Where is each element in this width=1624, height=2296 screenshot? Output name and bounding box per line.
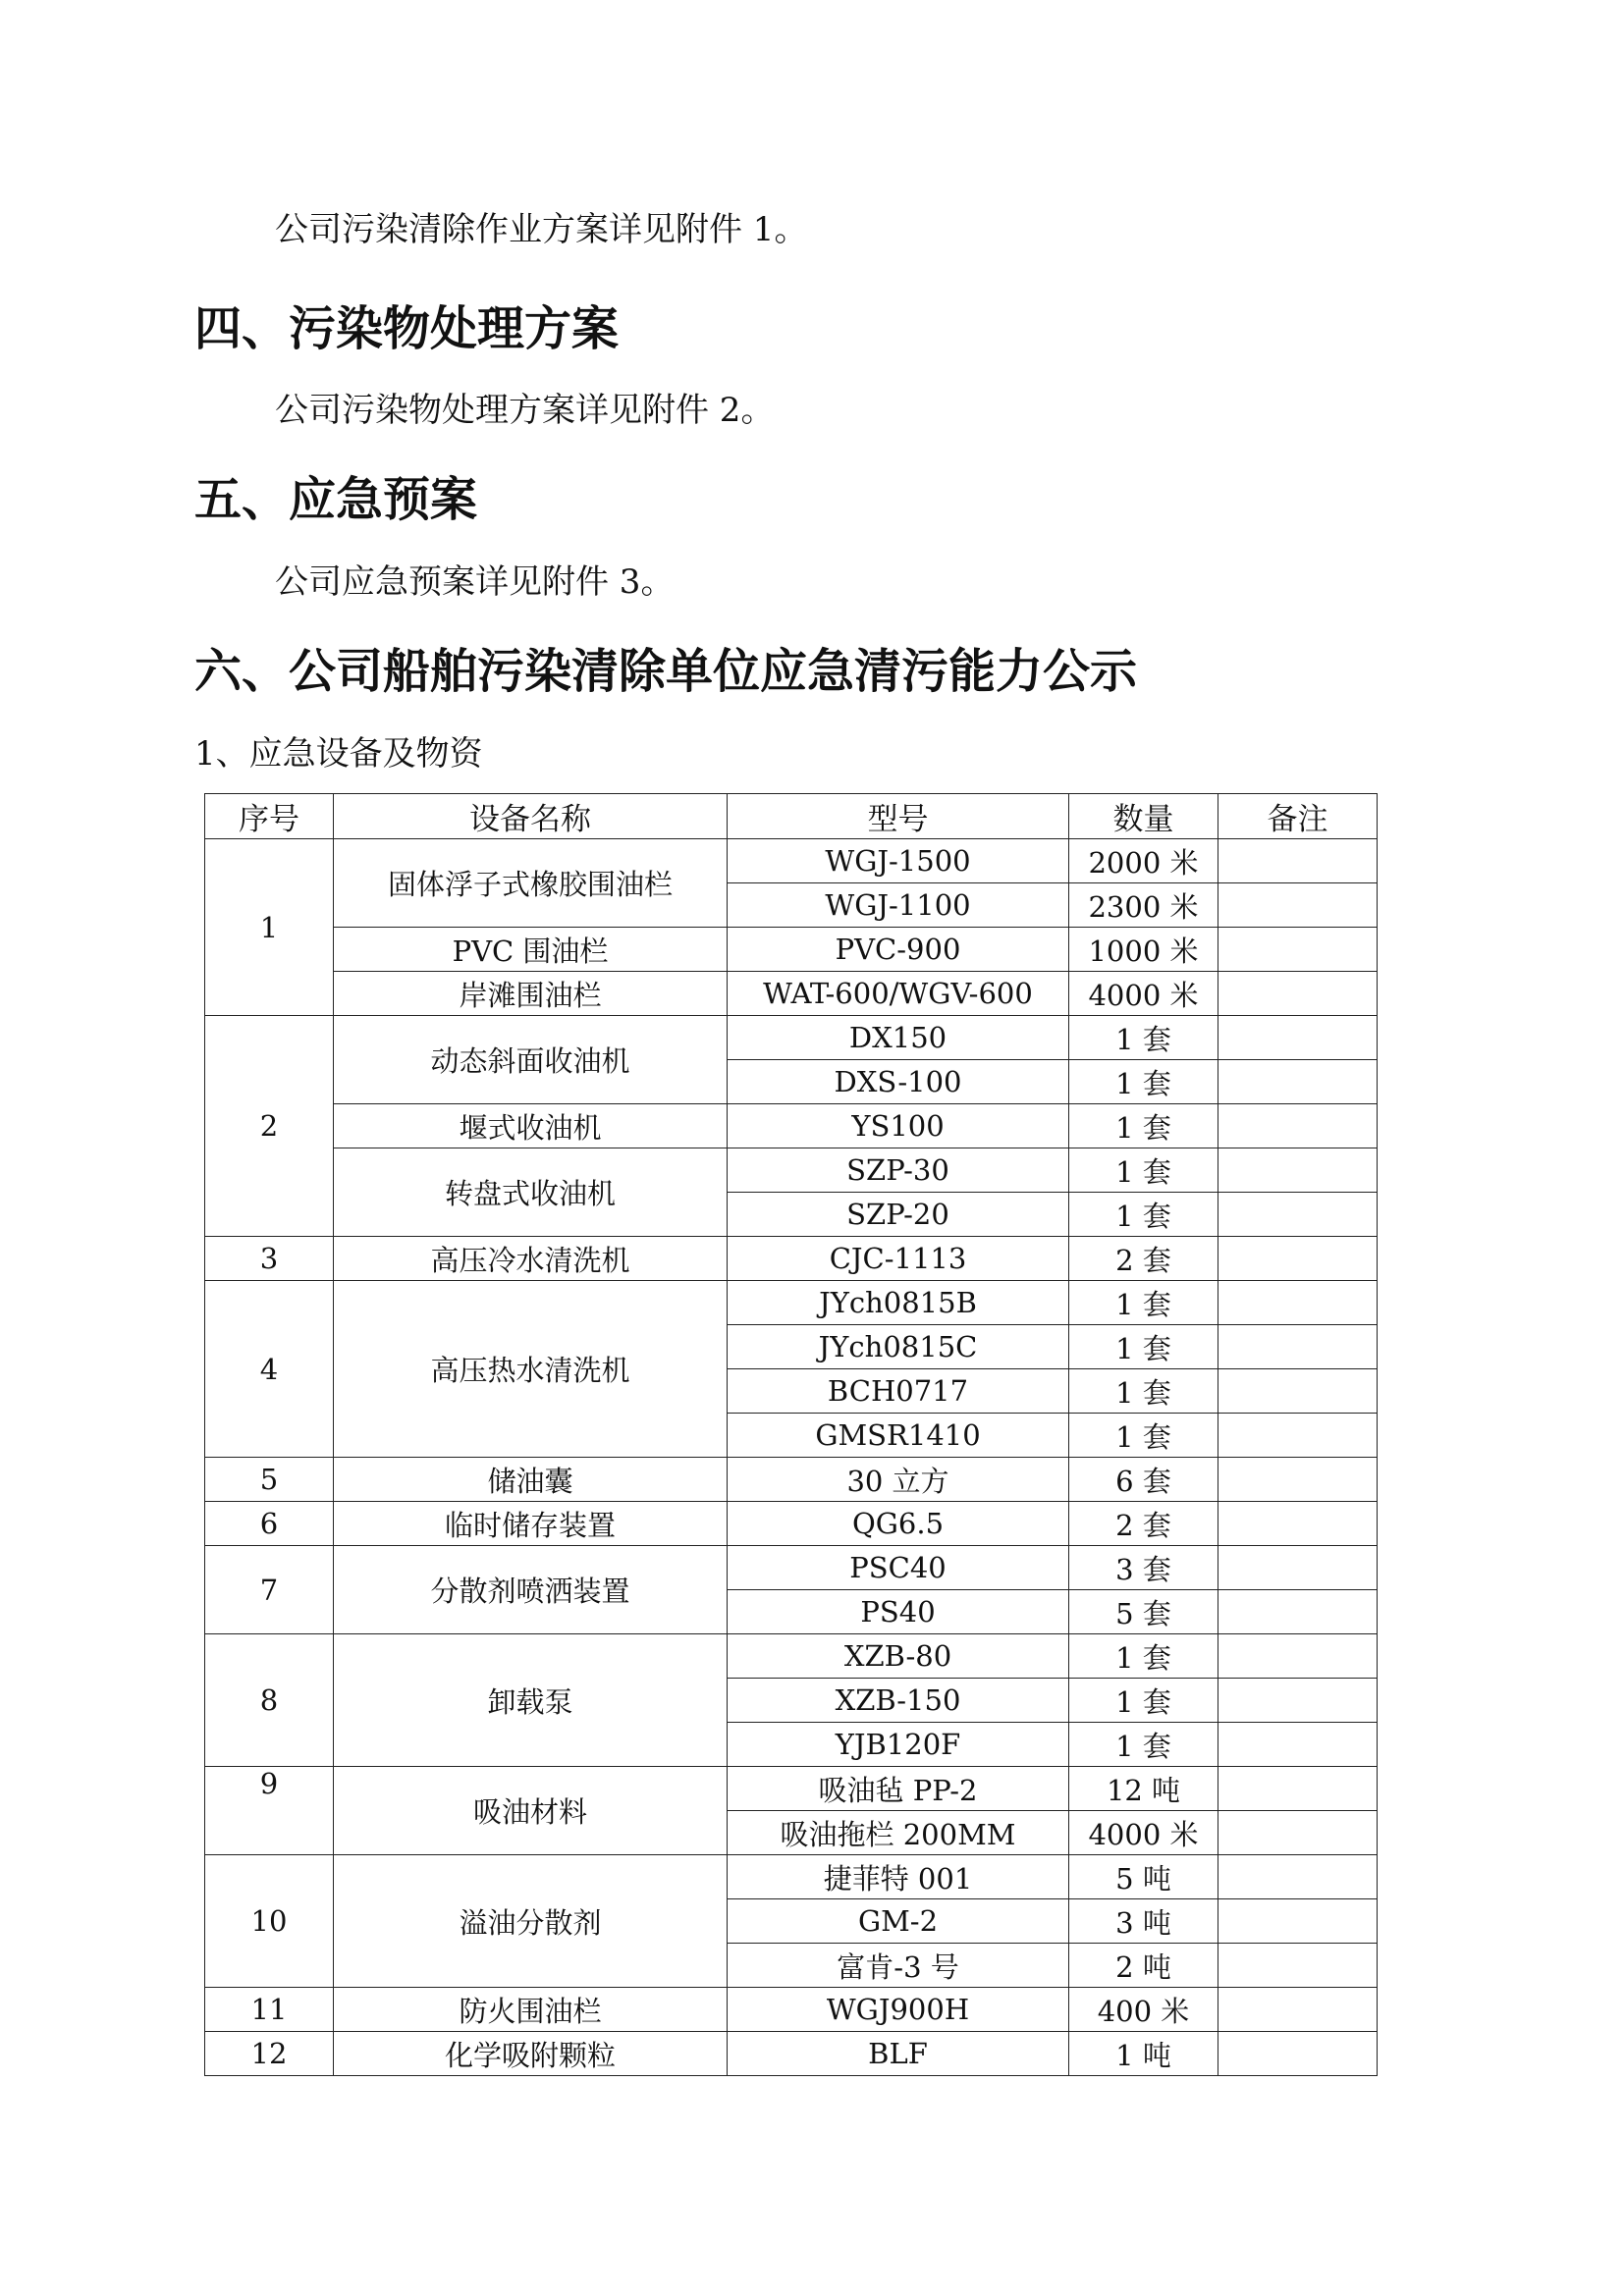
cell-model: QG6.5 [728,1502,1069,1546]
cell-remark [1218,972,1378,1016]
cell-remark [1218,1944,1378,1988]
cell-quantity: 3 套 [1069,1546,1218,1590]
cell-equipment-name: 临时储存装置 [334,1502,728,1546]
cell-quantity: 5 吨 [1069,1855,1218,1899]
table-row [205,928,1378,972]
cell-quantity: 1 套 [1069,1369,1218,1414]
cell-model: 30 立方 [728,1458,1069,1502]
paragraph-emergency-plan: 公司应急预案详见附件 3。 [275,562,675,602]
cell-quantity: 1 套 [1069,1414,1218,1458]
cell-model: WGJ-1100 [728,883,1069,928]
table-row [205,839,1378,883]
cell-quantity: 1 套 [1069,1060,1218,1104]
cell-model: XZB-80 [728,1634,1069,1679]
cell-remark [1218,1369,1378,1414]
cell-model: YS100 [728,1104,1069,1148]
table-body [205,839,1378,2076]
cell-serial-number: 4 [205,1281,334,1458]
cell-model: BLF [728,2032,1069,2076]
table-row [205,1855,1378,1899]
cell-quantity: 2000 米 [1069,839,1218,883]
cell-quantity: 2 套 [1069,1237,1218,1281]
cell-remark [1218,1104,1378,1148]
cell-equipment-name: 分散剂喷洒装置 [334,1546,728,1634]
header-cell: 型号 [728,794,1069,839]
cell-equipment-name: 卸载泵 [334,1634,728,1767]
cell-serial-number: 10 [205,1855,334,1988]
cell-equipment-name: 高压热水清洗机 [334,1281,728,1458]
cell-model: PS40 [728,1590,1069,1634]
cell-equipment-name: 动态斜面收油机 [334,1016,728,1104]
cell-quantity: 1000 米 [1069,928,1218,972]
cell-remark [1218,1458,1378,1502]
cell-quantity: 3 吨 [1069,1899,1218,1944]
cell-remark [1218,1679,1378,1723]
table-row [205,1281,1378,1325]
cell-equipment-name: 岸滩围油栏 [334,972,728,1016]
cell-equipment-name: 高压冷水清洗机 [334,1237,728,1281]
paragraph-pollutant-treatment: 公司污染物处理方案详见附件 2。 [275,391,775,430]
cell-quantity: 6 套 [1069,1458,1218,1502]
table-row [205,1104,1378,1148]
cell-model: WGJ-1500 [728,839,1069,883]
cell-model: WAT-600/WGV-600 [728,972,1069,1016]
table-row [205,972,1378,1016]
table-row [205,1988,1378,2032]
cell-quantity: 1 吨 [1069,2032,1218,2076]
cell-remark [1218,1148,1378,1193]
cell-model: GMSR1410 [728,1414,1069,1458]
cell-remark [1218,928,1378,972]
table-row [205,1458,1378,1502]
cell-model: GM-2 [728,1899,1069,1944]
cell-remark [1218,1634,1378,1679]
cell-model: DX150 [728,1016,1069,1060]
cell-equipment-name: 防火围油栏 [334,1988,728,2032]
cell-serial-number: 9 [205,1767,334,1855]
heading-emergency-plan: 五、应急预案 [194,472,478,527]
cell-remark [1218,1325,1378,1369]
cell-quantity: 1 套 [1069,1723,1218,1767]
cell-model: JYch0815B [728,1281,1069,1325]
cell-quantity: 2 吨 [1069,1944,1218,1988]
cell-model: 吸油毡 PP-2 [728,1767,1069,1811]
cell-quantity: 4000 米 [1069,1811,1218,1855]
cell-model: SZP-20 [728,1193,1069,1237]
equipment-table [204,793,1378,2076]
cell-serial-number: 8 [205,1634,334,1767]
table-row [205,1237,1378,1281]
cell-model: DXS-100 [728,1060,1069,1104]
cell-equipment-name: 固体浮子式橡胶围油栏 [334,839,728,928]
header-cell: 数量 [1069,794,1218,839]
cell-serial-number: 2 [205,1016,334,1237]
table-row [205,1767,1378,1811]
cell-model: PSC40 [728,1546,1069,1590]
cell-model: BCH0717 [728,1369,1069,1414]
cell-serial-number: 7 [205,1546,334,1634]
cell-quantity: 1 套 [1069,1104,1218,1148]
cell-equipment-name: 溢油分散剂 [334,1855,728,1988]
cell-quantity: 12 吨 [1069,1767,1218,1811]
cell-remark [1218,1855,1378,1899]
table-row [205,1502,1378,1546]
paragraph-cleanup-plan: 公司污染清除作业方案详见附件 1。 [275,210,808,249]
cell-remark [1218,839,1378,883]
cell-quantity: 1 套 [1069,1016,1218,1060]
cell-equipment-name: 吸油材料 [334,1767,728,1855]
cell-serial-number: 5 [205,1458,334,1502]
cell-serial-number: 3 [205,1237,334,1281]
header-cell: 序号 [205,794,334,839]
cell-remark [1218,1193,1378,1237]
cell-remark [1218,1899,1378,1944]
cell-remark [1218,883,1378,928]
cell-quantity: 5 套 [1069,1590,1218,1634]
cell-remark [1218,1502,1378,1546]
cell-quantity: 1 套 [1069,1193,1218,1237]
cell-model: 捷菲特 001 [728,1855,1069,1899]
subheading-equipment: 1、应急设备及物资 [194,734,483,774]
cell-remark [1218,1546,1378,1590]
cell-remark [1218,1811,1378,1855]
cell-model: SZP-30 [728,1148,1069,1193]
cell-serial-number: 12 [205,2032,334,2076]
cell-model: CJC-1113 [728,1237,1069,1281]
cell-remark [1218,1988,1378,2032]
table-row [205,1546,1378,1590]
heading-pollutant-treatment: 四、污染物处理方案 [194,301,620,356]
cell-model: YJB120F [728,1723,1069,1767]
cell-quantity: 1 套 [1069,1281,1218,1325]
cell-model: XZB-150 [728,1679,1069,1723]
table-header-row [205,794,1378,839]
cell-remark [1218,1414,1378,1458]
cell-model: WGJ900H [728,1988,1069,2032]
cell-quantity: 2 套 [1069,1502,1218,1546]
cell-remark [1218,1237,1378,1281]
cell-equipment-name: 堰式收油机 [334,1104,728,1148]
cell-quantity: 1 套 [1069,1679,1218,1723]
cell-serial-number: 1 [205,839,334,1016]
cell-serial-number: 11 [205,1988,334,2032]
cell-quantity: 1 套 [1069,1325,1218,1369]
cell-equipment-name: 化学吸附颗粒 [334,2032,728,2076]
cell-remark [1218,1723,1378,1767]
table-row [205,2032,1378,2076]
cell-model: 吸油拖栏 200MM [728,1811,1069,1855]
cell-equipment-name: 储油囊 [334,1458,728,1502]
cell-quantity: 2300 米 [1069,883,1218,928]
cell-model: JYch0815C [728,1325,1069,1369]
cell-equipment-name: PVC 围油栏 [334,928,728,972]
cell-model: PVC-900 [728,928,1069,972]
cell-quantity: 400 米 [1069,1988,1218,2032]
cell-remark [1218,2032,1378,2076]
cell-quantity: 4000 米 [1069,972,1218,1016]
cell-remark [1218,1281,1378,1325]
cell-remark [1218,1016,1378,1060]
header-cell: 设备名称 [334,794,728,839]
heading-capability-disclosure: 六、公司船舶污染清除单位应急清污能力公示 [194,644,1138,699]
cell-remark [1218,1767,1378,1811]
cell-remark [1218,1060,1378,1104]
table-row [205,1148,1378,1193]
table-row [205,1634,1378,1679]
cell-model: 富肯-3 号 [728,1944,1069,1988]
table-row [205,1016,1378,1060]
cell-equipment-name: 转盘式收油机 [334,1148,728,1237]
cell-remark [1218,1590,1378,1634]
cell-serial-number: 6 [205,1502,334,1546]
cell-quantity: 1 套 [1069,1148,1218,1193]
header-cell: 备注 [1218,794,1378,839]
cell-quantity: 1 套 [1069,1634,1218,1679]
